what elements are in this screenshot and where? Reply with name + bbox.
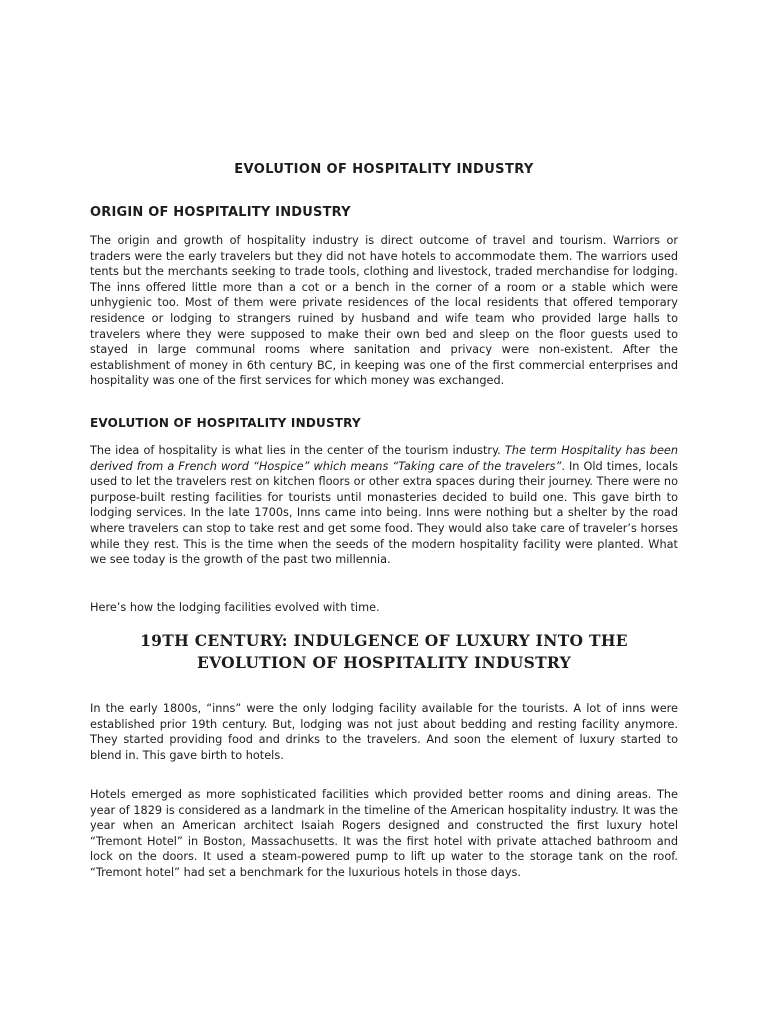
- paragraph-evolution-start: The idea of hospitality is what lies in the center of the tourism industry.: [90, 444, 505, 457]
- section-heading-evolution: EVOLUTION OF HOSPITALITY INDUSTRY: [90, 416, 361, 430]
- paragraph-inns: In the early 1800s, “inns” were the only lodging facility available for the tourists. A lot of inns were established prior 19th century. But, lodging was not just about bedding and resting facility anymore. They started providing food and drinks to the travelers. And soon the element of luxury started to blend in. This gave birth to hotels.: [90, 702, 678, 762]
- paragraph-origin: The origin and growth of hospitality industry is direct outcome of travel and tourism. Warriors or traders were the early travelers but they did not have hotels to accommodate them. The warriors used tents but the merchants seeking to trade tools, clothing and livestock, traded merchandise for lodging. The inns offered little more than a cot or a bench in the corner of a room or a stable which were unhygienic too. Most of them were private residences of the local residents that offered temporary residence or lodging to strangers ruined by husband and wife team who provided large halls to travelers where they were supposed to make their own bed and sleep on the floor guests used to stayed in large communal rooms where sanitation and privacy were non-existent. After the establishment of money in 6th century BC, in keeping was one of the first commercial enterprises and hospitality was one of the first services for which money was exchanged.: [90, 234, 678, 388]
- paragraph-hotels: Hotels emerged as more sophisticated facilities which provided better rooms and dining areas. The year of 1829 is considered as a landmark in the timeline of the American hospitality industry. It was the year when an American architect Isaiah Rogers designed and constructed the first luxury hotel “Tremont Hotel” in Boston, Massachusetts. It was the first hotel with private attached bathroom and lock on the doors. It used a steam-powered pump to lift up water to the storage tank on the roof. “Tremont hotel” had set a benchmark for the luxurious hotels in those days.: [90, 788, 678, 879]
- section-heading-origin: ORIGIN OF HOSPITALITY INDUSTRY: [90, 205, 351, 220]
- section-heading-19th-century: 19TH CENTURY: INDULGENCE OF LUXURY INTO THE EVOLUTION OF HOSPITALITY INDUSTRY: [140, 631, 628, 672]
- paragraph-evolution: [90, 443, 678, 568]
- document-title: EVOLUTION OF HOSPITALITY INDUSTRY: [234, 162, 534, 177]
- paragraph-evolution-end: . In Old times, locals used to let the travelers rest on kitchen floors or other extra spaces during their journey. There were no purpose-built resting facilities for tourists until monasteries decided to build one. This gave birth to lodging services. In the late 1700s, Inns came into being. Inns were nothing but a shelter by the road where travelers can stop to take rest and get some food. They would also take care of traveler’s horses while they rest. This is the time when the seeds of the modern hospitality facility were planted. What we see today is the growth of the past two millennia.: [90, 459, 678, 567]
- lodging-note: Here’s how the lodging facilities evolved with time.: [90, 601, 380, 614]
- paragraph-evolution-definition: The term Hospitality has been derived from a French word “Hospice” which means “Taking care of the travelers”: [90, 444, 679, 473]
